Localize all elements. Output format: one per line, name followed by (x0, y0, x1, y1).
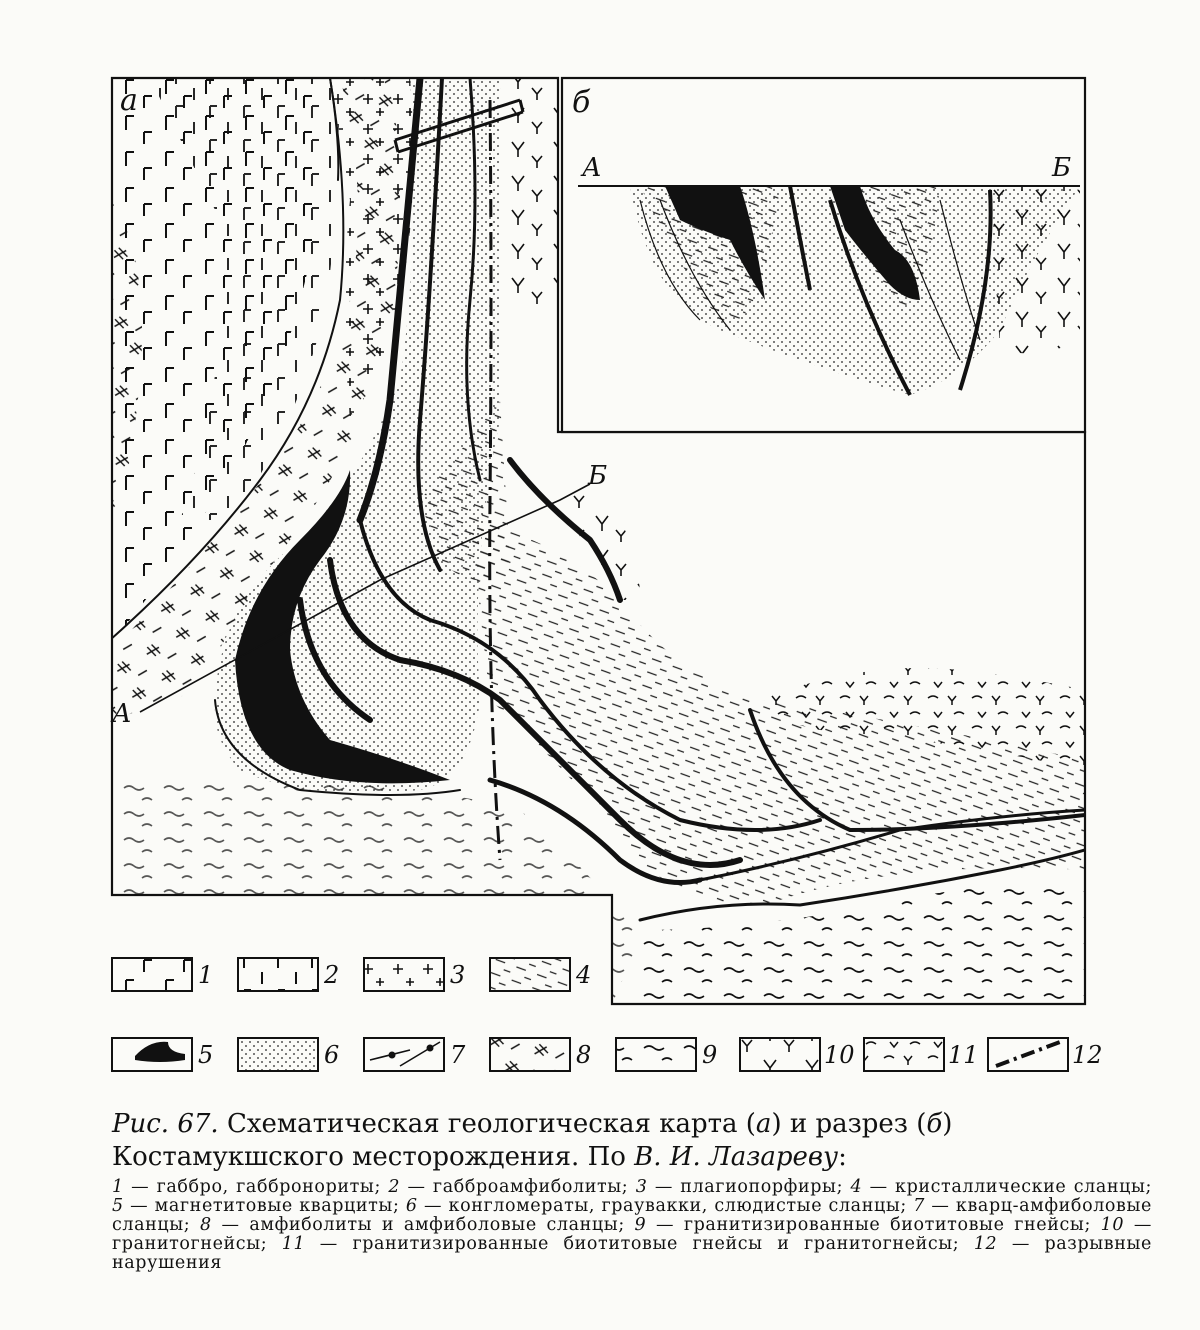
section-start-label: А (112, 699, 132, 729)
legend-item-1 (112, 958, 213, 991)
legend-item-9 (616, 1038, 717, 1071)
legend-item-4 (490, 958, 591, 991)
legend-item-7 (364, 1038, 466, 1071)
svg-text:8: 8 (576, 1041, 592, 1069)
svg-text:6: 6 (324, 1041, 340, 1069)
legend-item-6 (238, 1038, 339, 1071)
svg-text:7: 7 (450, 1041, 466, 1069)
legend-item-12 (988, 1038, 1103, 1071)
svg-text:2: 2 (324, 961, 340, 989)
legend-item-8 (490, 1038, 591, 1071)
figure-number: Рис. 67. (112, 1109, 219, 1139)
svg-text:5: 5 (198, 1041, 214, 1069)
section-b-start-label: А (582, 153, 602, 183)
legend-explanation: 1 — габбро, габбронориты; 2 — габброамфиболиты; 3 — плагиопорфиры; 4 — кристаллические сланцы; 5 — магнетитовые кварциты; 6 — конгломераты, граувакки, слюдистые сланцы; 7 — кварц-амфиболовые сланцы; 8 — амфиболиты и амфиболовые сланцы; 9 — гранитизированные биотитовые гнейсы; 10 — гранитогнейсы; 11 — гранитизированные биотитовые гнейсы и гранитогнейсы; 12 — разрывные нарушения (112, 1177, 1153, 1273)
section-panel-b (562, 78, 1085, 432)
section-end-label: Б (588, 461, 608, 491)
svg-text:11: 11 (948, 1041, 979, 1069)
section-b-end-label: Б (1052, 153, 1072, 183)
legend-item-10 (740, 1038, 855, 1071)
legend-item-2 (238, 958, 339, 991)
svg-text:3: 3 (450, 961, 466, 989)
figure-caption: Рис. 67. Схематическая геологическая карта (а) и разрез (б) Костамукшского месторождения. По В. И. Лазареву: (112, 1109, 953, 1172)
svg-text:4: 4 (576, 961, 592, 989)
svg-text:12: 12 (1072, 1041, 1103, 1069)
panel-a-label: а (120, 83, 138, 118)
legend-item-3 (364, 958, 465, 991)
legend-item-11 (864, 1038, 979, 1071)
svg-text:10: 10 (824, 1041, 855, 1069)
panel-b-label: б (572, 85, 591, 120)
figure-author: В. И. Лазареву (634, 1142, 839, 1172)
svg-text:1: 1 (198, 961, 214, 989)
legend-item-5 (112, 1038, 213, 1071)
svg-text:9: 9 (702, 1041, 718, 1069)
